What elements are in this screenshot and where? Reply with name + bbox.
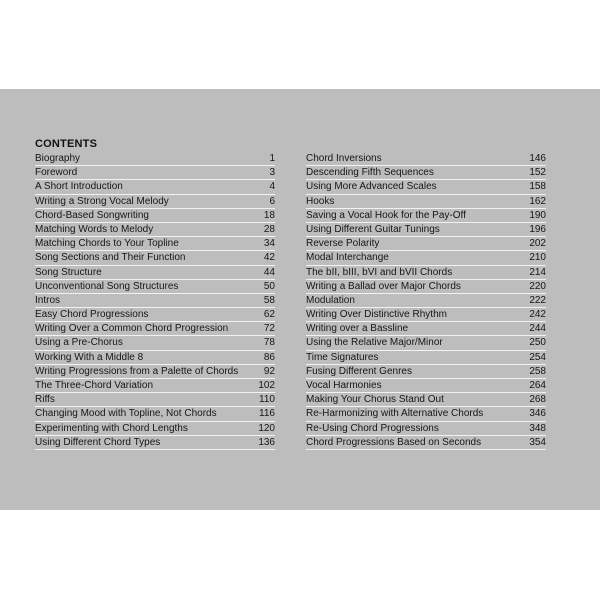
toc-entry-page: 1: [269, 153, 275, 164]
toc-entry: [306, 393, 546, 407]
toc-entry: [306, 351, 546, 365]
toc-entry-page: 162: [529, 195, 546, 207]
toc-entry: [35, 351, 275, 365]
toc-entry: [35, 379, 275, 393]
toc-entry-page: 158: [529, 181, 546, 193]
toc-entry: [35, 251, 275, 265]
toc-entry-page: 152: [529, 167, 546, 179]
toc-entry: [306, 436, 546, 450]
toc-entry-page: 86: [263, 351, 275, 363]
toc-right-column: [306, 152, 546, 450]
toc-entry-title: Reverse Polarity: [306, 238, 380, 250]
toc-entry: [306, 407, 546, 421]
toc-entry: [35, 280, 275, 294]
toc-entry-page: 146: [529, 153, 546, 164]
toc-entry-page: 6: [269, 195, 275, 207]
toc-entry-title: Modulation: [306, 294, 355, 306]
toc-entry: [306, 280, 546, 294]
toc-entry-page: 3: [269, 167, 275, 179]
toc-entry-page: 28: [263, 223, 275, 235]
toc-entry-title: Using the Relative Major/Minor: [306, 337, 443, 349]
toc-entry-page: 196: [529, 223, 546, 235]
toc-entry-title: Fusing Different Genres: [306, 365, 412, 377]
toc-entry: [306, 237, 546, 251]
toc-entry-title: Experimenting with Chord Lengths: [35, 422, 188, 434]
toc-entry-title: Making Your Chorus Stand Out: [306, 394, 444, 406]
toc-entry: [35, 180, 275, 194]
toc-entry-title: Writing a Ballad over Major Chords: [306, 280, 461, 292]
toc-entry-title: Writing over a Bassline: [306, 323, 409, 335]
toc-entry-page: 116: [259, 408, 275, 420]
toc-entry: [35, 308, 275, 322]
toc-entry: [35, 223, 275, 237]
toc-entry-title: Chord Inversions: [306, 153, 382, 164]
contents-heading: CONTENTS: [35, 138, 98, 150]
toc-entry-title: Hooks: [306, 195, 335, 207]
toc-entry-title: Modal Interchange: [306, 252, 389, 264]
toc-entry-page: 102: [258, 380, 275, 391]
toc-entry-title: Chord Progressions Based on Seconds: [306, 436, 482, 448]
toc-entry-page: 264: [529, 380, 546, 391]
toc-entry-page: 222: [529, 294, 546, 306]
toc-entry-page: 258: [529, 365, 546, 377]
toc-entry: [35, 237, 275, 251]
toc-entry: [35, 407, 275, 421]
toc-entry-title: Writing Over a Common Chord Progression: [35, 323, 229, 335]
toc-entry-title: A Short Introduction: [35, 181, 123, 193]
toc-entry: [35, 393, 275, 407]
toc-entry: [35, 436, 275, 450]
toc-entry: [306, 322, 546, 336]
toc-entry-title: Writing a Strong Vocal Melody: [35, 195, 169, 207]
toc-entry: [306, 209, 546, 223]
toc-entry: [306, 180, 546, 194]
toc-entry-title: Matching Chords to Your Topline: [35, 238, 179, 250]
toc-entry-title: Song Structure: [35, 266, 102, 278]
toc-entry-page: 202: [529, 238, 546, 250]
toc-entry: [35, 365, 275, 379]
toc-entry-page: 42: [263, 252, 275, 264]
toc-entry: [306, 266, 546, 280]
toc-entry-page: 136: [258, 436, 275, 448]
toc-entry: [306, 365, 546, 379]
toc-entry-title: Changing Mood with Topline, Not Chords: [35, 408, 217, 420]
toc-entry-title: Descending Fifth Sequences: [306, 167, 434, 179]
toc-entry-title: Vocal Harmonies: [306, 380, 382, 391]
toc-entry: [306, 308, 546, 322]
toc-entry-title: Unconventional Song Structures: [35, 280, 179, 292]
toc-entry-page: 72: [263, 323, 275, 335]
toc-left-column: [35, 152, 275, 450]
toc-entry-page: 346: [529, 408, 546, 420]
toc-entry-page: 190: [529, 209, 546, 221]
toc-entry-page: 44: [263, 266, 275, 278]
toc-entry: [306, 195, 546, 209]
toc-entry-title: Using a Pre-Chorus: [35, 337, 123, 349]
toc-entry: [35, 322, 275, 336]
toc-entry-title: Easy Chord Progressions: [35, 309, 149, 321]
toc-entry-page: 210: [529, 252, 546, 264]
toc-entry: [35, 166, 275, 180]
toc-entry-page: 50: [263, 280, 275, 292]
toc-entry: [306, 422, 546, 436]
toc-entry: [35, 422, 275, 436]
toc-entry: [306, 379, 546, 393]
toc-entry: [306, 223, 546, 237]
toc-entry-title: Riffs: [35, 394, 55, 406]
toc-entry-page: 110: [259, 394, 275, 406]
toc-entry-page: 34: [263, 238, 275, 250]
toc-entry-title: Writing Over Distinctive Rhythm: [306, 309, 447, 321]
toc-entry: [35, 266, 275, 280]
toc-entry-title: Foreword: [35, 167, 78, 179]
toc-entry-title: The bII, bIII, bVI and bVII Chords: [306, 266, 453, 278]
toc-entry-title: Re-Harmonizing with Alternative Chords: [306, 408, 484, 420]
toc-entry-page: 250: [529, 337, 546, 349]
toc-entry-page: 354: [529, 436, 546, 448]
toc-entry-title: Re-Using Chord Progressions: [306, 422, 439, 434]
toc-entry: [35, 195, 275, 209]
toc-entry-page: 242: [529, 309, 546, 321]
toc-entry-title: Chord-Based Songwriting: [35, 209, 149, 221]
toc-entry-title: Working With a Middle 8: [35, 351, 144, 363]
toc-entry-title: Time Signatures: [306, 351, 379, 363]
toc-entry: [306, 294, 546, 308]
toc-entry-title: Writing Progressions from a Palette of Chords: [35, 365, 239, 377]
toc-entry: [306, 166, 546, 180]
toc-entry-page: 4: [269, 181, 275, 193]
toc-entry-page: 78: [263, 337, 275, 349]
toc-entry-title: Song Sections and Their Function: [35, 252, 186, 264]
toc-entry-page: 62: [263, 309, 275, 321]
contents-page: [0, 89, 600, 510]
toc-entry-page: 92: [263, 365, 275, 377]
toc-entry-page: 268: [529, 394, 546, 406]
toc-entry-title: Intros: [35, 294, 61, 306]
toc-entry-title: The Three-Chord Variation: [35, 380, 154, 391]
toc-entry-page: 244: [529, 323, 546, 335]
toc-entry: [35, 294, 275, 308]
toc-entry-title: Using Different Guitar Tunings: [306, 223, 440, 235]
toc-entry-page: 348: [529, 422, 546, 434]
toc-entry-title: Matching Words to Melody: [35, 223, 154, 235]
toc-entry-title: Biography: [35, 153, 81, 164]
toc-entry: [306, 336, 546, 350]
toc-entry-page: 120: [258, 422, 275, 434]
toc-entry-page: 254: [529, 351, 546, 363]
toc-entry: [35, 209, 275, 223]
toc-entry: [35, 336, 275, 350]
toc-entry-page: 58: [263, 294, 275, 306]
toc-entry-page: 220: [529, 280, 546, 292]
toc-entry: [35, 152, 275, 166]
toc-entry: [306, 251, 546, 265]
toc-entry: [306, 152, 546, 166]
toc-entry-title: Saving a Vocal Hook for the Pay-Off: [306, 209, 466, 221]
toc-entry-page: 214: [529, 266, 546, 278]
toc-entry-page: 18: [263, 209, 275, 221]
toc-entry-title: Using More Advanced Scales: [306, 181, 437, 193]
toc-entry-title: Using Different Chord Types: [35, 436, 161, 448]
